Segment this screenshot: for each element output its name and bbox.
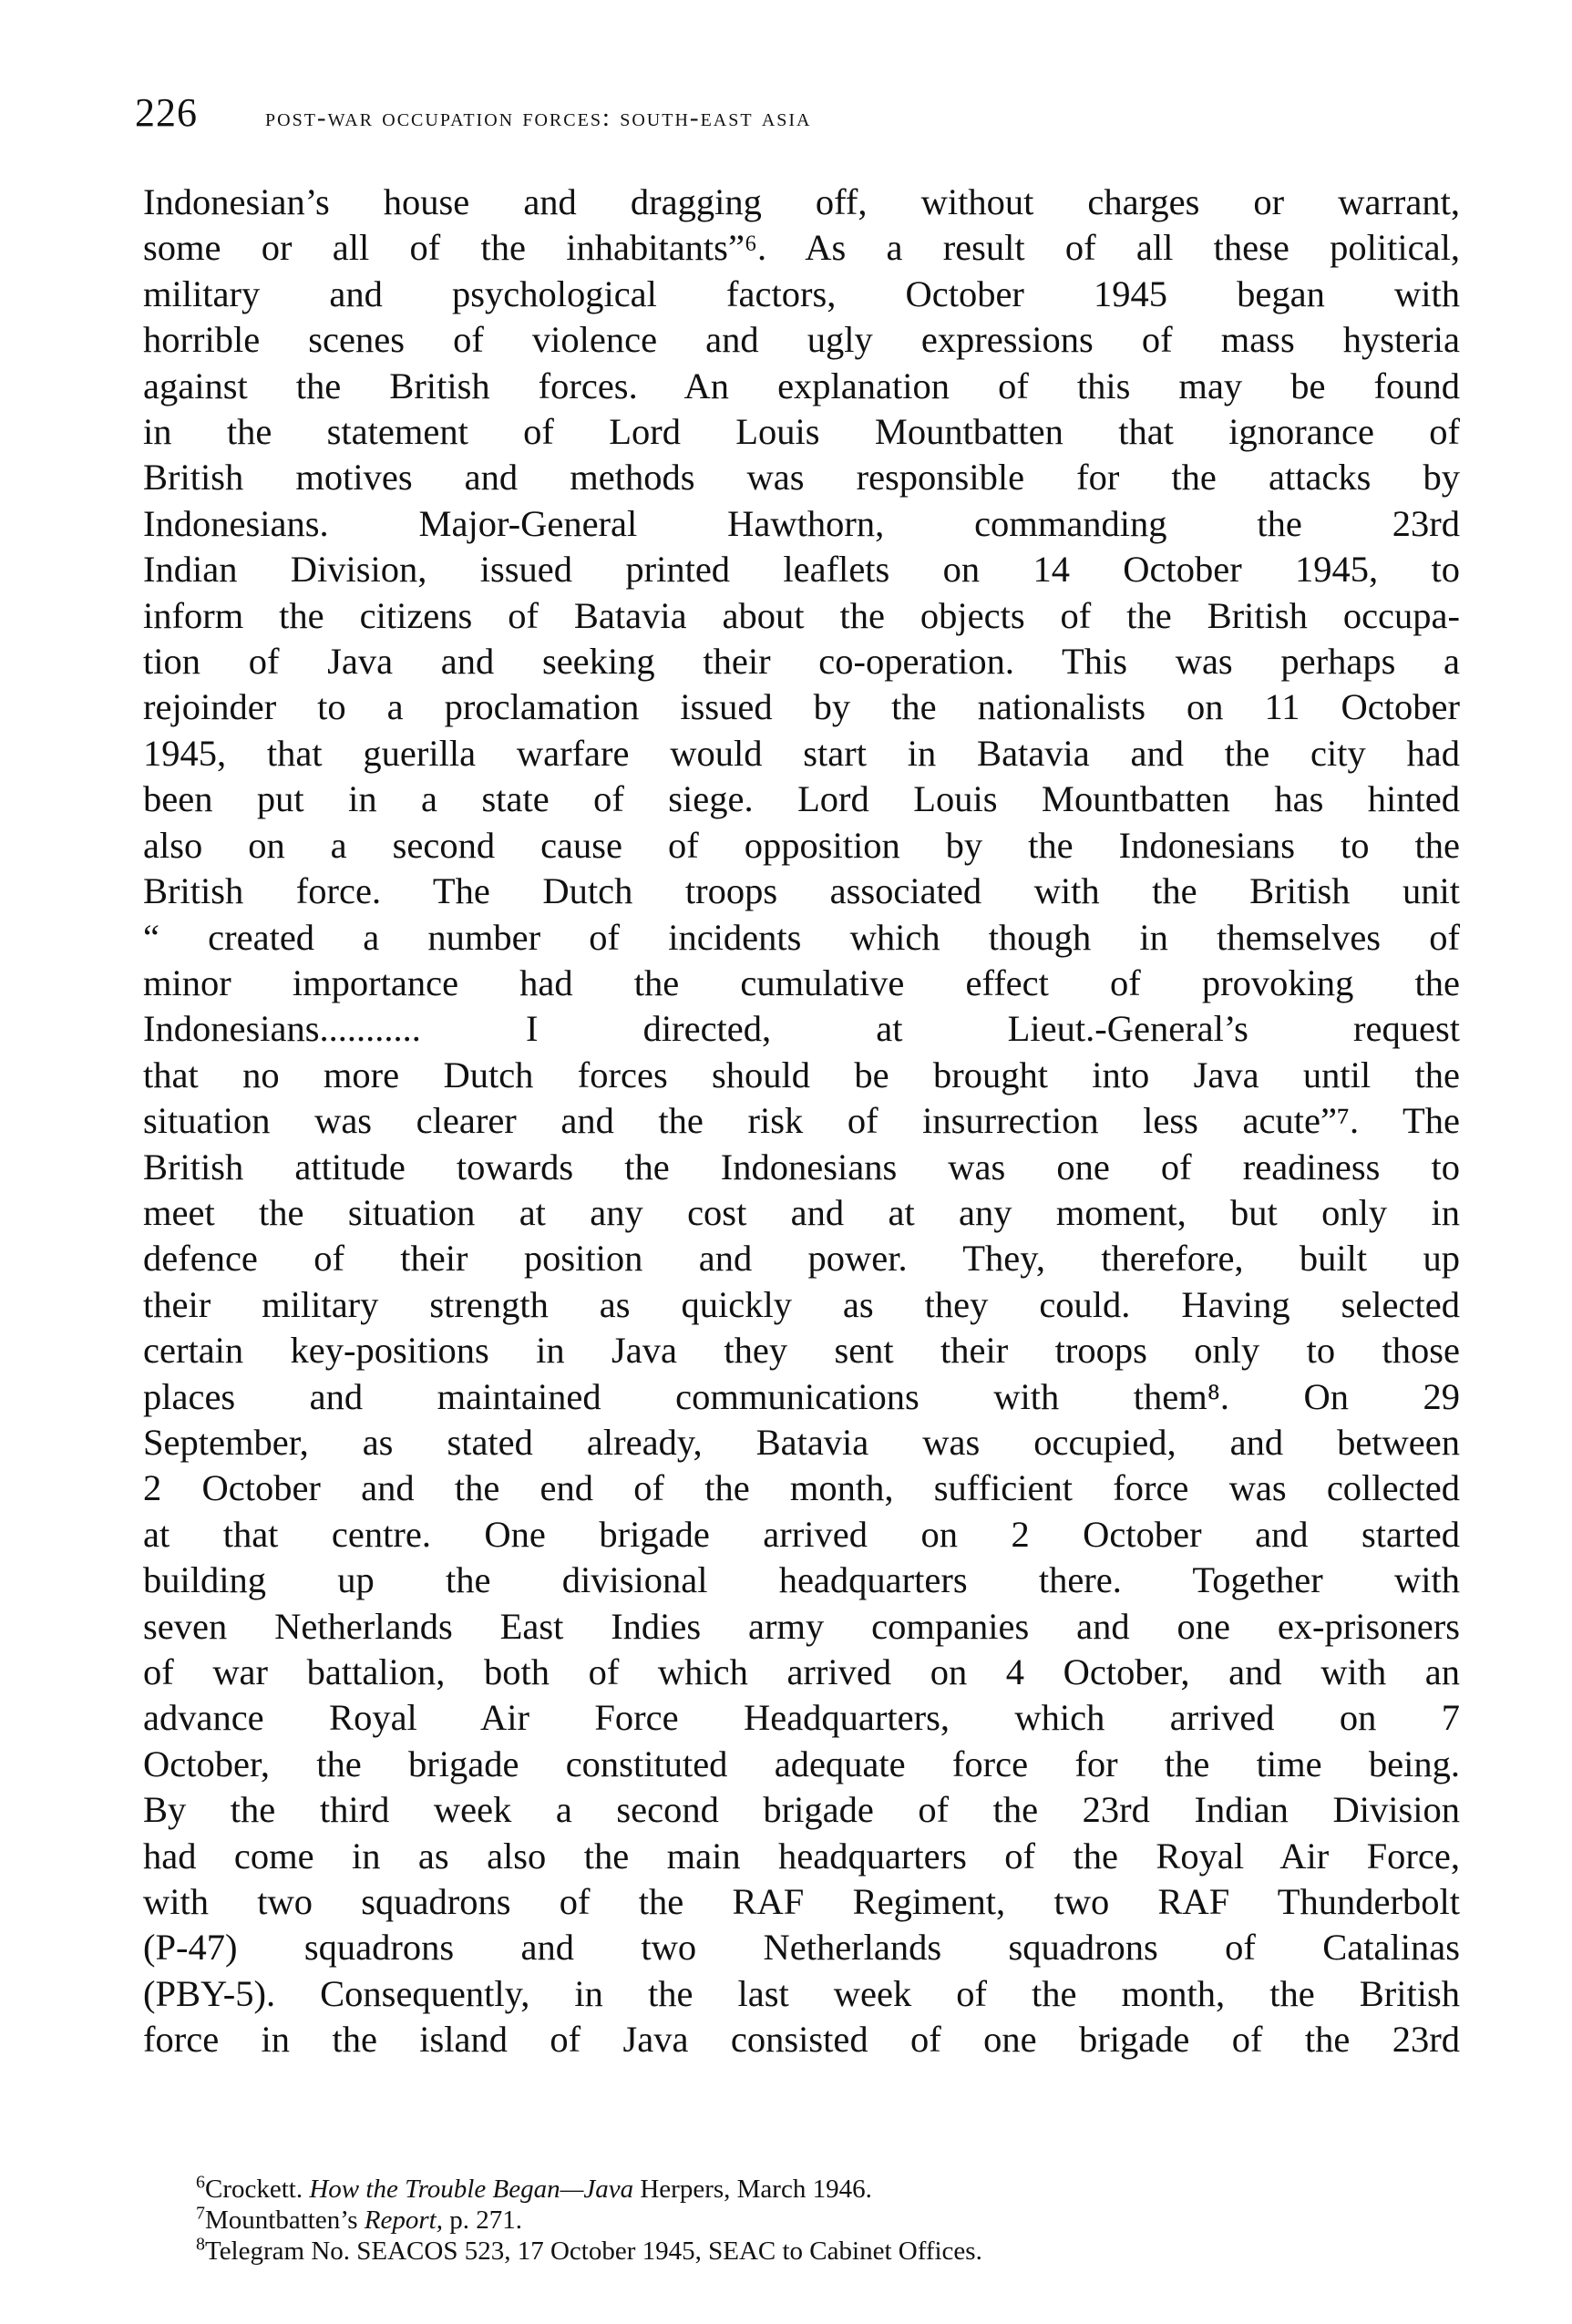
text-line: minor importance had the cumulative effect of provoking the (143, 961, 1460, 1003)
text-line: “ created a number of incidents which though in themselves of (143, 916, 1460, 958)
text-line: at that centre. One brigade arrived on 2 October and started (143, 1513, 1460, 1555)
text-line: 1945, that guerilla warfare would start in Batavia and the city had (143, 732, 1460, 774)
text-line: rejoinder to a proclamation issued by the nationalists on 11 October (143, 686, 1460, 728)
running-header (135, 89, 1447, 144)
text-line: October, the brigade constituted adequate force for the time being. (143, 1743, 1460, 1784)
text-line: advance Royal Air Force Headquarters, which arrived on 7 (143, 1697, 1460, 1739)
text-line: British attitude towards the Indonesians was one of readiness to (143, 1146, 1460, 1188)
text-line: had come in as also the main headquarters of the Royal Air Force, (143, 1835, 1460, 1877)
footnote (196, 2236, 1472, 2267)
footnotes (196, 2174, 1472, 2267)
footnote-author: Crockett. (205, 2175, 303, 2204)
text-line: certain key-positions in Java they sent their troops only to those (143, 1330, 1460, 1372)
text-line: with two squadrons of the RAF Regiment, two RAF Thunderbolt (143, 1881, 1460, 1923)
text-line: military and psychological factors, October 1945 began with (143, 273, 1460, 314)
footnote-title: How the Trouble Began—Java (309, 2175, 634, 2204)
text-line: (P-47) squadrons and two Netherlands squadrons of Catalinas (143, 1927, 1460, 1969)
text-line: their military strength as quickly as they could. Having selected (143, 1283, 1460, 1325)
text-line: also on a second cause of opposition by the Indonesians to the (143, 824, 1460, 866)
text-line: building up the divisional headquarters there. Together with (143, 1559, 1460, 1601)
footnote-rest: Herpers, March 1946. (640, 2175, 872, 2204)
text-line: tion of Java and seeking their co-operation. This was perhaps a (143, 641, 1460, 683)
text-line: inform the citizens of Batavia about the objects of the British occupa- (143, 594, 1460, 636)
text-line: defence of their position and power. They, therefore, built up (143, 1238, 1460, 1280)
text-line: Indonesians........... I directed, at Lieut.-General’s request (143, 1008, 1460, 1050)
text-line: some or all of the inhabitants”⁶. As a result of all these political, (143, 227, 1460, 269)
text-line: 2 October and the end of the month, sufficient force was collected (143, 1467, 1460, 1509)
footnote-mark: 6 (196, 2172, 205, 2193)
footnote-rest: p. 271. (449, 2206, 522, 2235)
text-line: places and maintained communications with them⁸. On 29 (143, 1375, 1460, 1417)
footnote (196, 2205, 1472, 2236)
footnote-title: Report, (364, 2206, 443, 2235)
text-line: September, as stated already, Batavia was occupied, and between (143, 1421, 1460, 1463)
text-line: that no more Dutch forces should be brought into Java until the (143, 1054, 1460, 1095)
running-title: post-war occupation forces: south-east asia (265, 103, 812, 132)
text-line: Indonesians. Major-General Hawthorn, commanding the 23rd (143, 502, 1460, 544)
footnote-author: Telegram No. SEACOS 523, 17 October 1945, SEAC to Cabinet Offices. (205, 2237, 982, 2266)
text-line: meet the situation at any cost and at any moment, but only in (143, 1191, 1460, 1233)
text-line: Indonesian’s house and dragging off, without charges or warrant, (143, 181, 1460, 222)
footnote-mark: 8 (196, 2234, 205, 2255)
text-line: situation was clearer and the risk of insurrection less acute”⁷. The (143, 1100, 1460, 1142)
text-line: By the third week a second brigade of the 23rd Indian Division (143, 1789, 1460, 1831)
text-line: horrible scenes of violence and ugly expressions of mass hysteria (143, 319, 1460, 361)
page-number: 226 (135, 90, 198, 135)
text-line: British motives and methods was responsible for the attacks by (143, 457, 1460, 499)
text-line: force in the island of Java consisted of one brigade of the 23rd (143, 2019, 1460, 2061)
footnote-mark: 7 (196, 2203, 205, 2224)
text-line: (PBY-5). Consequently, in the last week of the month, the British (143, 1972, 1460, 2014)
body-text (143, 180, 1460, 2063)
text-line: Indian Division, issued printed leaflets on 14 October 1945, to (143, 549, 1460, 591)
text-line: seven Netherlands East Indies army companies and one ex-prisoners (143, 1605, 1460, 1647)
text-line: against the British forces. An explanation of this may be found (143, 365, 1460, 406)
footnote-author: Mountbatten’s (205, 2206, 358, 2235)
text-line: of war battalion, both of which arrived on 4 October, and with an (143, 1651, 1460, 1692)
text-line: British force. The Dutch troops associated with the British unit (143, 870, 1460, 912)
text-line: in the statement of Lord Louis Mountbatten that ignorance of (143, 411, 1460, 453)
footnote (196, 2174, 1472, 2205)
text-line: been put in a state of siege. Lord Louis Mountbatten has hinted (143, 778, 1460, 820)
